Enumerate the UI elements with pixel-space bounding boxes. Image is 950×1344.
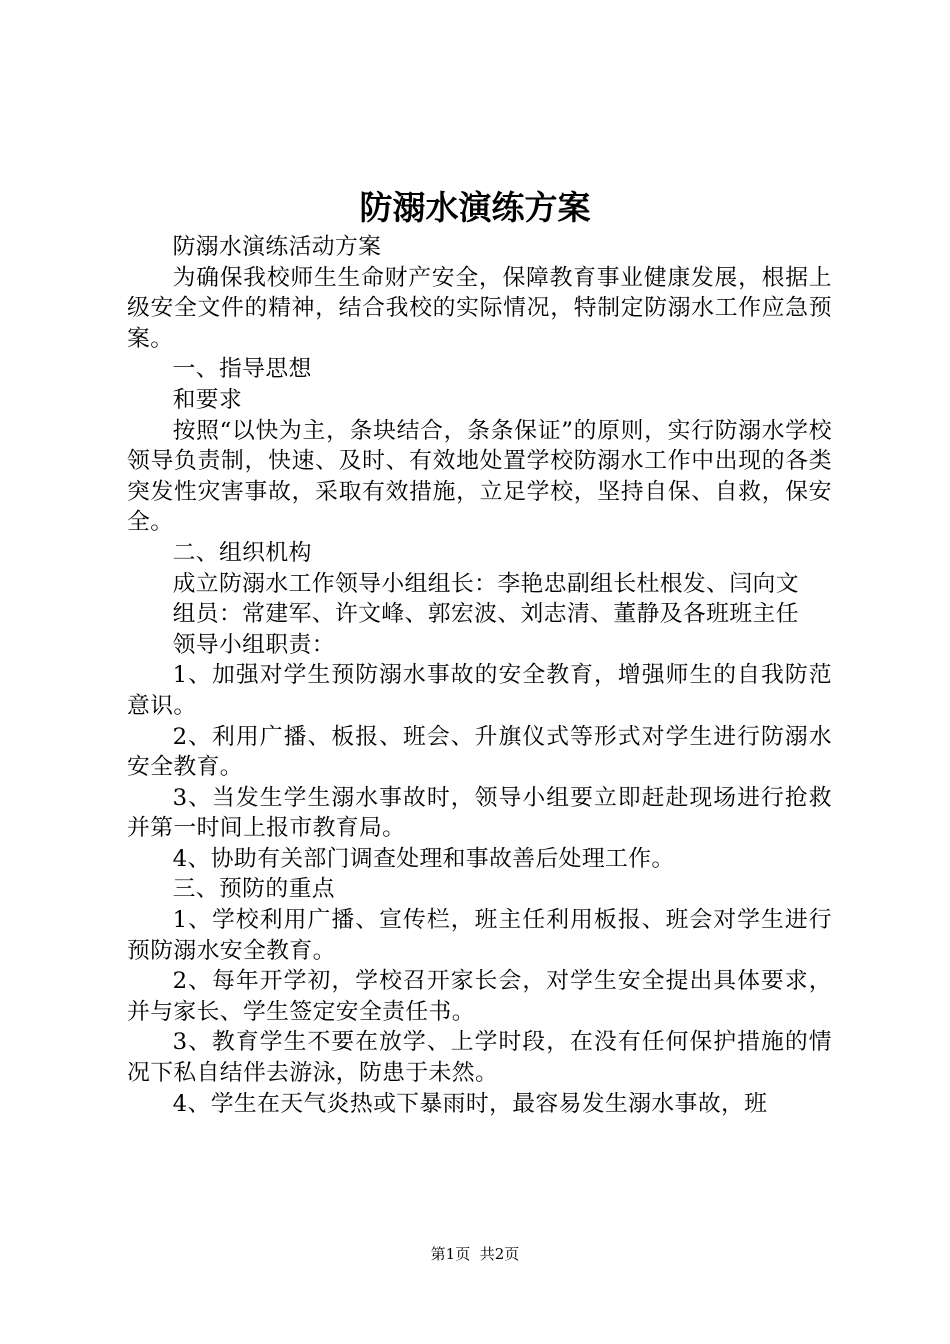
list-item: 3、当发生学生溺水事故时，领导小组要立即赶赴现场进行抢救并第一时间上报市教育局。 xyxy=(127,784,832,842)
list-item: 4、学生在天气炎热或下暴雨时，最容易发生溺水事故，班 xyxy=(172,1090,768,1117)
list-item: 2、利用广播、板报、班会、升旗仪式等形式对学生进行防溺水安全教育。 xyxy=(127,723,832,781)
paragraph: 为确保我校师生生命财产安全，保障教育事业健康发展，根据上级安全文件的精神，结合我校的实际情况，特制定防溺水工作应急预案。 xyxy=(127,264,832,352)
list-item: 3、教育学生不要在放学、上学时段，在没有任何保护措施的情况下私自结伴去游泳，防患于未然。 xyxy=(127,1029,832,1087)
document-title: 防溺水演练方案 xyxy=(359,188,591,227)
section-heading: 三、预防的重点 xyxy=(172,876,335,903)
paragraph: 按照“以快为主，条块结合，条条保证”的原则，实行防溺水学校领导负责制，快速、及时、有效地处置学校防溺水工作中出现的各类突发性灾害事故，采取有效措施，立足学校，坚持自保、自救，保安全。 xyxy=(127,417,832,536)
paragraph: 领导小组职责： xyxy=(172,631,335,658)
section-heading: 二、组织机构 xyxy=(172,539,312,566)
page-total: 共2页 xyxy=(479,1245,520,1263)
page-number: 第1页 xyxy=(430,1245,471,1263)
paragraph: 和要求 xyxy=(172,386,243,413)
list-item: 4、协助有关部门调查处理和事故善后处理工作。 xyxy=(172,845,675,872)
paragraph: 组员：常建军、许文峰、郭宏波、刘志清、董静及各班班主任 xyxy=(172,601,799,628)
section-heading: 一、指导思想 xyxy=(172,356,312,383)
list-item: 1、加强对学生预防溺水事故的安全教育，增强师生的自我防范意识。 xyxy=(127,662,832,719)
paragraph: 防溺水演练活动方案 xyxy=(172,234,382,260)
page-footer xyxy=(0,1243,950,1265)
list-item: 2、每年开学初，学校召开家长会，对学生安全提出具体要求，并与家长、学生签定安全责任书。 xyxy=(127,968,832,1025)
document-body xyxy=(127,232,832,1119)
paragraph: 成立防溺水工作领导小组组长：李艳忠副组长杜根发、闫向文 xyxy=(172,570,799,597)
list-item: 1、学校利用广播、宣传栏，班主任利用板报、班会对学生进行预防溺水安全教育。 xyxy=(127,907,832,964)
